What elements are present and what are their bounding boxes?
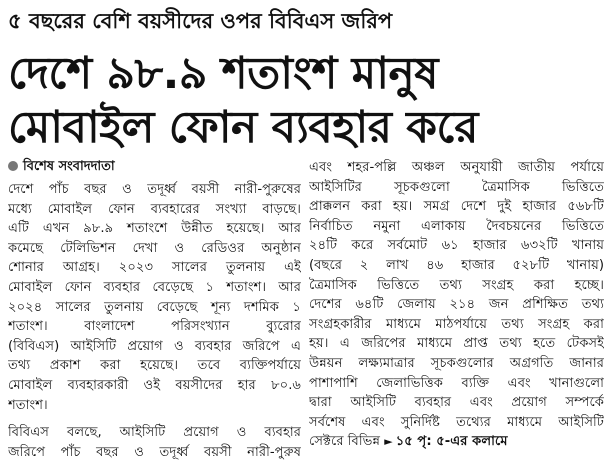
text-line: কমেছে টেলিভিশন দেখা ও রেডিওর অনুষ্ঠান bbox=[8, 240, 301, 256]
text-line: ২৪টি করে সর্বমোট ৬১ হাজার ৬৩২টি খানায় bbox=[309, 238, 604, 254]
text-line: এবং শহর-পল্লি অঞ্চল অনুযায়ী জাতীয় পর্যায়ে bbox=[309, 160, 604, 175]
text-line: আইসিটির সূচকগুলো ত্রৈমাসিক ভিত্তিতে bbox=[309, 179, 604, 195]
text-line: তথ্য প্রকাশ করা হয়েছে। তবে ব্যক্তিপর্যায়ে bbox=[8, 358, 301, 374]
byline-text: বিশেষ সংবাদদাতা bbox=[23, 159, 115, 174]
article-column-right bbox=[309, 158, 604, 452]
text-line: শতাংশ। বাংলাদেশ পরিসংখ্যান ব্যুরোর bbox=[8, 319, 301, 335]
headline-line-1: দেশে ৯৮.৯ শতাংশ মানুষ bbox=[8, 48, 438, 99]
text-line: হয়। এ জরিপের মাধ্যমে প্রাপ্ত তথ্য হতে টেকসই bbox=[309, 336, 604, 352]
text-line: জরিপে পাঁচ বছর ও তদূর্ধ্ব বয়সী নারী-পুরুষ bbox=[8, 444, 301, 460]
text-line: মোবাইল ফোন ব্যবহার বেড়েছে ১ শতাংশ। আর bbox=[8, 279, 301, 295]
text-line: নির্বাচিত নমুনা এলাকায় দৈবচয়নের ভিত্তিতে bbox=[309, 218, 604, 234]
text-line: ২০২৪ সালের তুলনায় বেড়েছে শূন্য দশমিক ১ bbox=[8, 299, 301, 315]
text-line: সংগ্রহকারীর মাধ্যমে মাঠপর্যায়ে তথ্য সংগ্রহ করা bbox=[309, 316, 604, 332]
text-line: শোনার আগ্রহ। ২০২৩ সালের তুলনায় এই bbox=[8, 260, 301, 276]
jump-text: ১৫ পৃ: ৫-এর কলামে bbox=[395, 434, 508, 450]
text-line: মোবাইল ব্যবহারকারী ওই বয়সীদের হার ৮০.৬ bbox=[8, 377, 301, 393]
headline-line-2: মোবাইল ফোন ব্যবহার করে bbox=[8, 102, 478, 153]
text-line: উন্নয়ন লক্ষ্যমাত্রার সূচকগুলোর অগ্রগতি জানার bbox=[309, 355, 604, 371]
text-line: সর্বশেষ এবং সুনির্দিষ্ট তথ্যের মাধ্যমে আইসিটি bbox=[309, 414, 604, 430]
article-paragraph-1 bbox=[8, 180, 301, 415]
text-line: প্রাক্কলন করা হয়। সমগ্র দেশে দুই হাজার ৫৬৮টি bbox=[309, 199, 604, 215]
final-line-text: সেক্টরে বিভিন্ন bbox=[309, 434, 381, 450]
byline bbox=[8, 158, 115, 176]
continued-jump-link[interactable] bbox=[384, 434, 507, 449]
text-line: (বিবিএস) আইসিটি প্রয়োগ ও ব্যবহার জরিপে এ bbox=[8, 338, 301, 354]
text-line: শতাংশ। bbox=[8, 397, 48, 413]
text-line: (বছরে ২ লাখ ৪৬ হাজার ৫২৮টি খানায়) bbox=[309, 257, 604, 273]
text-line: ত্রৈমাসিক ভিত্তিতে তথ্য সংগ্রহ করা হচ্ছে। bbox=[309, 277, 604, 293]
text-line: দেশের ৬৪টি জেলায় ২১৪ জন প্রশিক্ষিত তথ্য bbox=[309, 297, 604, 313]
text-line: দেশে পাঁচ বছর ও তদূর্ধ্ব বয়সী নারী-পুরুষের bbox=[8, 182, 301, 197]
article-paragraph-2 bbox=[8, 423, 301, 462]
text-line: বিবিএস বলছে, আইসিটি প্রয়োগ ও ব্যবহার bbox=[8, 425, 301, 441]
text-line: এটি এখন ৯৮.৯ শতাংশে উন্নীত হয়েছে। আর bbox=[8, 221, 301, 237]
article-column-left bbox=[8, 180, 301, 462]
text-line: পাশাপাশি জেলাভিত্তিক ব্যক্তি এবং খানাগুলো bbox=[309, 375, 604, 391]
bullet-icon bbox=[8, 161, 18, 171]
triangle-pointer-icon: ► bbox=[384, 435, 393, 449]
kicker-headline: ৫ বছরের বেশি বয়সীদের ওপর বিবিএস জরিপ bbox=[8, 9, 393, 33]
text-line: দ্বারা আইসিটি ব্যবহার এবং প্রয়োগ সম্পর্কে bbox=[309, 395, 604, 411]
text-line-final bbox=[309, 432, 604, 452]
text-line: মধ্যে মোবাইল ফোন ব্যবহারের সংখ্যা বাড়ছে। bbox=[8, 201, 301, 217]
